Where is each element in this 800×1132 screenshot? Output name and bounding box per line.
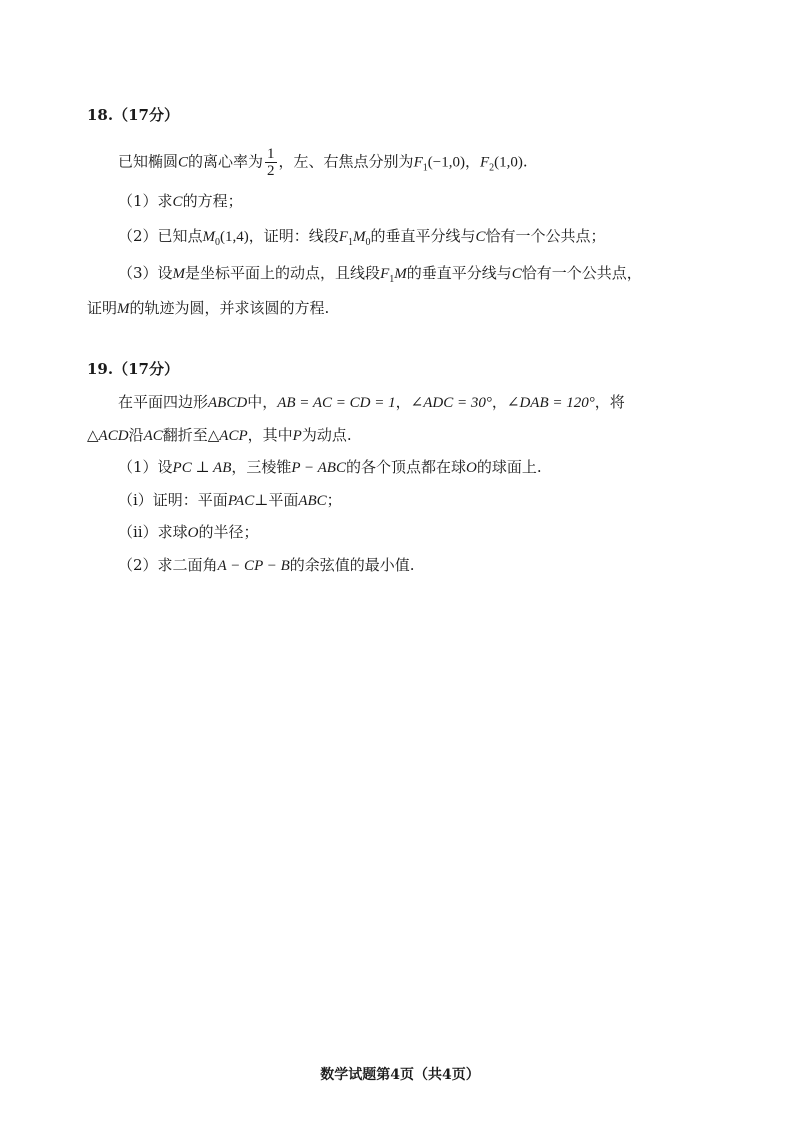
part-label: （1）设 [118, 458, 173, 476]
part-text: 的余弦值的最小值. [289, 556, 415, 574]
math-condition: PC ⊥ AB [172, 460, 232, 476]
math-F2: F [479, 154, 490, 171]
problem-19-part-2 [118, 555, 415, 576]
math-F1: F [338, 229, 348, 245]
math-triangle: △ACD [87, 428, 129, 444]
problem-18-header: 18.（17分） [87, 106, 179, 124]
math-subscript: 0 [215, 237, 221, 248]
part-text: ⊥平面 [254, 491, 299, 509]
stem-text: ，其中 [247, 426, 293, 444]
math-subscript: 1 [347, 237, 353, 248]
page-footer: 数学试题第4页（共4页） [320, 1067, 480, 1083]
stem-text: 已知椭圆 [118, 152, 179, 171]
math-M0: M [352, 229, 366, 245]
stem-text: ， [464, 152, 480, 171]
math-M: M [394, 266, 407, 282]
part-text: 是坐标平面上的动点，且线段 [185, 264, 381, 282]
part-text: 的垂直平分线与 [406, 264, 512, 282]
problem-18-part-1 [118, 191, 243, 212]
math-C: C [475, 229, 486, 245]
math-C: C [172, 194, 183, 210]
part-text: 的半径； [198, 523, 259, 541]
stem-text: ，将 [594, 393, 625, 411]
math-ABCD: ABCD [208, 395, 248, 411]
part-text: 证明 [87, 299, 118, 317]
stem-text: 的离心率为 [188, 152, 264, 171]
part-text: 的垂直平分线与 [370, 227, 476, 245]
part-text: ； [326, 491, 342, 509]
part-label: （2）已知点 [118, 227, 203, 245]
stem-text: . [522, 152, 528, 171]
math-triangle: △ACP [207, 428, 248, 444]
part-label: （ⅱ）求球 [118, 523, 188, 541]
math-pyramid: P − ABC [291, 460, 346, 476]
stem-text: ， [491, 393, 507, 411]
math-C: C [178, 154, 189, 171]
problem-18-part-3-continued [87, 298, 329, 319]
math-coord: (1,4) [220, 229, 249, 245]
stem-text: 沿 [128, 426, 144, 444]
math-ABC: ABC [298, 493, 327, 509]
problem-19-stem-line-1 [118, 392, 625, 413]
part-text: 的方程； [182, 192, 243, 210]
problem-18-part-3 [118, 263, 642, 290]
stem-text: 在平面四边形 [118, 393, 209, 411]
part-text: 的球面上. [476, 458, 542, 476]
problem-19-part-1 [118, 457, 542, 478]
problem-19-part-1-i [118, 490, 342, 511]
part-text: 的各个顶点都在球 [345, 458, 466, 476]
math-C: C [511, 266, 522, 282]
math-equation: AB = AC = CD = 1 [277, 395, 396, 411]
part-label: （1）求 [118, 192, 173, 210]
part-text: 的轨迹为圆，并求该圆的方程. [129, 299, 330, 317]
part-text: ，证明：线段 [248, 227, 339, 245]
fraction-one-half [265, 146, 277, 179]
math-F1: F [380, 266, 390, 282]
math-M0: M [202, 229, 216, 245]
math-M: M [172, 266, 186, 282]
math-subscript: 1 [389, 274, 395, 285]
math-coord: (−1,0) [427, 154, 465, 171]
problem-19-header: 19.（17分） [87, 360, 179, 378]
math-O: O [187, 525, 199, 541]
math-M: M [117, 301, 130, 317]
fraction-denominator: 2 [267, 163, 275, 179]
stem-text: 为动点. [301, 426, 352, 444]
stem-text: ， [395, 393, 411, 411]
math-angle: ∠DAB = 120° [506, 395, 595, 411]
stem-text: ，左、右焦点分别为 [278, 152, 414, 171]
part-text: 恰有一个公共点， [521, 264, 642, 282]
math-PAC: PAC [227, 493, 255, 509]
math-AC: AC [143, 428, 163, 444]
math-angle: ∠ADC = 30° [410, 395, 492, 411]
problem-18-part-2 [118, 226, 606, 253]
math-subscript: 0 [365, 237, 371, 248]
math-coord: (1,0) [494, 154, 523, 171]
math-P: P [292, 428, 302, 444]
math-dihedral: A − CP − B [217, 558, 290, 574]
part-label: （3）设 [118, 264, 173, 282]
stem-text: 中， [247, 393, 278, 411]
stem-text: 翻折至 [162, 426, 208, 444]
problem-19-part-1-ii [118, 522, 258, 543]
problem-18-stem [118, 146, 528, 179]
math-subscript: 1 [422, 162, 428, 174]
part-label: （2）求二面角 [118, 556, 218, 574]
math-O: O [465, 460, 477, 476]
fraction-numerator: 1 [267, 146, 275, 162]
math-F1: F [413, 154, 423, 171]
part-text: ，三棱锥 [231, 458, 292, 476]
part-label: （ⅰ）证明：平面 [118, 491, 228, 509]
part-text: 恰有一个公共点； [485, 227, 606, 245]
math-subscript: 2 [489, 162, 495, 174]
problem-19-stem-line-2 [87, 425, 352, 446]
